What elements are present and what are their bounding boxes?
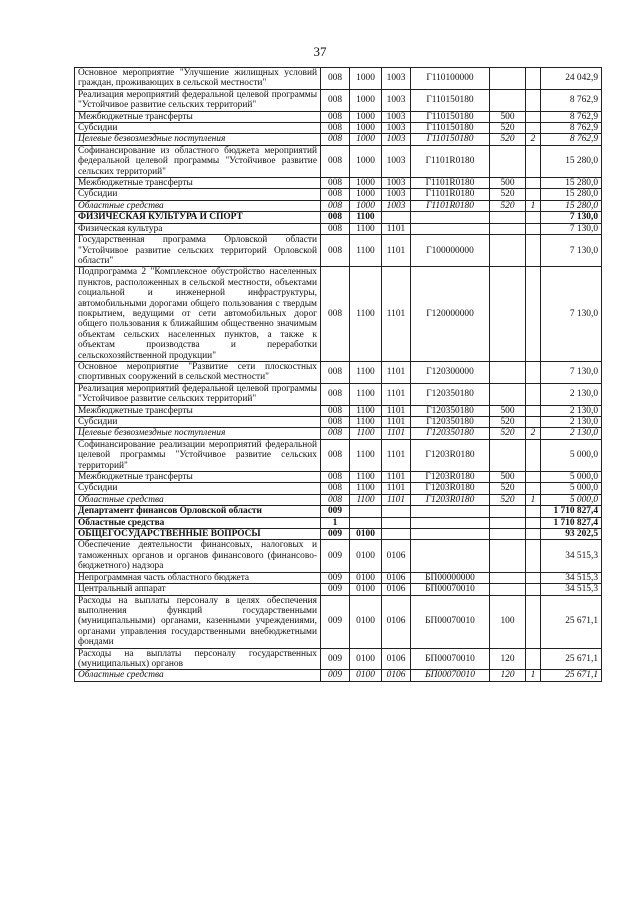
- row-name: Софинансирование из областного бюджета мероприятий федеральной целевой программы "Устойчивое развитие сельских территорий": [75, 145, 321, 177]
- expense-type-code: [490, 361, 526, 383]
- table-row: [75, 417, 602, 428]
- row-name: Областные средства: [75, 517, 321, 528]
- section-code: 1100: [350, 417, 382, 428]
- subsection-code: 1101: [382, 361, 411, 383]
- subsection-code: [382, 529, 411, 540]
- grbs-code: 008: [321, 223, 350, 234]
- subsection-code: [382, 506, 411, 517]
- amount-value: 24 042,9: [541, 68, 602, 90]
- table-row: [75, 648, 602, 670]
- grbs-code: 009: [321, 584, 350, 595]
- table-row: [75, 123, 602, 134]
- funding-source-code: [526, 235, 541, 267]
- expense-type-code: [490, 506, 526, 517]
- amount-value: 1 710 827,4: [541, 517, 602, 528]
- section-code: 0100: [350, 540, 382, 572]
- grbs-code: 008: [321, 134, 350, 145]
- funding-source-code: [526, 145, 541, 177]
- page-number: 37: [313, 44, 327, 59]
- amount-value: 34 515,3: [541, 540, 602, 572]
- target-article-code: Г1203R0180: [411, 483, 490, 494]
- grbs-code: 008: [321, 428, 350, 439]
- grbs-code: 008: [321, 417, 350, 428]
- section-code: 1000: [350, 200, 382, 211]
- grbs-code: 008: [321, 383, 350, 405]
- target-article-code: Г110100000: [411, 68, 490, 90]
- expense-type-code: 500: [490, 405, 526, 416]
- row-name: Целевые безвозмездные поступления: [75, 134, 321, 145]
- grbs-code: 008: [321, 361, 350, 383]
- section-code: 0100: [350, 529, 382, 540]
- table-row: [75, 670, 602, 681]
- target-article-code: БП00070010: [411, 584, 490, 595]
- target-article-code: БП00070010: [411, 595, 490, 648]
- amount-value: 15 280,0: [541, 200, 602, 211]
- row-name: Подпрограмма 2 "Комплексное обустройство населенных пунктов, расположенных в сельской местности, объектами социальной и инженерной инфраструктуры, автомобильными дорогами общего пользования с твердым покрытием, ведущими от сети автомобильных дорог общего пользования к ближайшим общественно значимым объектам сельских населенных пунктов, а также к объектам производства и переработки сельскохозяйственной продукции": [75, 267, 321, 362]
- section-code: 1000: [350, 178, 382, 189]
- grbs-code: 008: [321, 494, 350, 505]
- table-row: [75, 383, 602, 405]
- table-row: [75, 223, 602, 234]
- section-code: 1100: [350, 223, 382, 234]
- target-article-code: Г120300000: [411, 361, 490, 383]
- table-row: [75, 212, 602, 223]
- subsection-code: 1003: [382, 134, 411, 145]
- table-row: [75, 595, 602, 648]
- subsection-code: 1101: [382, 417, 411, 428]
- table-row: [75, 145, 602, 177]
- target-article-code: Г1101R0180: [411, 200, 490, 211]
- budget-table: [74, 67, 602, 682]
- target-article-code: Г120350180: [411, 428, 490, 439]
- amount-value: 7 130,0: [541, 235, 602, 267]
- section-code: 1100: [350, 267, 382, 362]
- section-code: [350, 517, 382, 528]
- grbs-code: 008: [321, 235, 350, 267]
- subsection-code: 1003: [382, 189, 411, 200]
- funding-source-code: 2: [526, 428, 541, 439]
- grbs-code: 008: [321, 68, 350, 90]
- target-article-code: Г1101R0180: [411, 189, 490, 200]
- target-article-code: Г1203R0180: [411, 494, 490, 505]
- target-article-code: Г120000000: [411, 267, 490, 362]
- subsection-code: 0106: [382, 595, 411, 648]
- amount-value: 2 130,0: [541, 417, 602, 428]
- funding-source-code: [526, 529, 541, 540]
- grbs-code: 009: [321, 595, 350, 648]
- row-name: ФИЗИЧЕСКАЯ КУЛЬТУРА И СПОРТ: [75, 212, 321, 223]
- section-code: 0100: [350, 670, 382, 681]
- row-name: Субсидии: [75, 483, 321, 494]
- amount-value: 15 280,0: [541, 189, 602, 200]
- target-article-code: Г100000000: [411, 235, 490, 267]
- subsection-code: [382, 212, 411, 223]
- section-code: 1000: [350, 145, 382, 177]
- table-row: [75, 89, 602, 111]
- expense-type-code: 120: [490, 670, 526, 681]
- row-name: Непрограммная часть областного бюджета: [75, 572, 321, 583]
- target-article-code: Г1101R0180: [411, 178, 490, 189]
- expense-type-code: [490, 235, 526, 267]
- table-row: [75, 111, 602, 122]
- amount-value: 7 130,0: [541, 212, 602, 223]
- subsection-code: [382, 517, 411, 528]
- grbs-code: 008: [321, 178, 350, 189]
- row-name: Основное мероприятие "Улучшение жилищных условий граждан, проживающих в сельской местности": [75, 68, 321, 90]
- amount-value: 7 130,0: [541, 361, 602, 383]
- target-article-code: Г1101R0180: [411, 145, 490, 177]
- section-code: 1000: [350, 123, 382, 134]
- subsection-code: 1003: [382, 145, 411, 177]
- target-article-code: Г110150180: [411, 134, 490, 145]
- target-article-code: [411, 517, 490, 528]
- expense-type-code: 500: [490, 178, 526, 189]
- section-code: 0100: [350, 572, 382, 583]
- section-code: 0100: [350, 595, 382, 648]
- row-name: Областные средства: [75, 200, 321, 211]
- expense-type-code: 500: [490, 111, 526, 122]
- row-name: Межбюджетные трансферты: [75, 405, 321, 416]
- expense-type-code: [490, 267, 526, 362]
- subsection-code: 1101: [382, 235, 411, 267]
- expense-type-code: 520: [490, 200, 526, 211]
- expense-type-code: 520: [490, 483, 526, 494]
- table-row: [75, 572, 602, 583]
- row-name: Областные средства: [75, 670, 321, 681]
- section-code: 1100: [350, 494, 382, 505]
- target-article-code: Г120350180: [411, 417, 490, 428]
- row-name: Межбюджетные трансферты: [75, 472, 321, 483]
- expense-type-code: [490, 89, 526, 111]
- funding-source-code: [526, 572, 541, 583]
- row-name: Софинансирование реализации мероприятий федеральной целевой программы "Устойчивое развитие сельских территорий": [75, 439, 321, 471]
- target-article-code: Г1203R0180: [411, 439, 490, 471]
- funding-source-code: [526, 68, 541, 90]
- funding-source-code: [526, 212, 541, 223]
- row-name: Реализация мероприятий федеральной целевой программы "Устойчивое развитие сельских территорий": [75, 383, 321, 405]
- amount-value: 8 762,9: [541, 89, 602, 111]
- table-row: [75, 529, 602, 540]
- target-article-code: Г120350180: [411, 383, 490, 405]
- amount-value: 2 130,0: [541, 428, 602, 439]
- subsection-code: 0106: [382, 670, 411, 681]
- amount-value: 15 280,0: [541, 178, 602, 189]
- table-row: [75, 428, 602, 439]
- row-name: Расходы на выплаты персоналу в целях обеспечения выполнения функций государственными (муниципальными) органами, казенными учреждениями, органами управления государственными внебюджетными фондами: [75, 595, 321, 648]
- table-row: [75, 584, 602, 595]
- subsection-code: 1101: [382, 223, 411, 234]
- target-article-code: БП00000000: [411, 572, 490, 583]
- target-article-code: БП00070010: [411, 648, 490, 670]
- expense-type-code: 520: [490, 417, 526, 428]
- expense-type-code: [490, 540, 526, 572]
- row-name: Центральный аппарат: [75, 584, 321, 595]
- subsection-code: 0106: [382, 540, 411, 572]
- table-row: [75, 439, 602, 471]
- amount-value: 34 515,3: [541, 572, 602, 583]
- expense-type-code: [490, 145, 526, 177]
- amount-value: 15 280,0: [541, 145, 602, 177]
- expense-type-code: [490, 212, 526, 223]
- row-name: Субсидии: [75, 189, 321, 200]
- subsection-code: 0106: [382, 572, 411, 583]
- section-code: 0100: [350, 648, 382, 670]
- target-article-code: Г110150180: [411, 89, 490, 111]
- expense-type-code: [490, 529, 526, 540]
- table-row: [75, 494, 602, 505]
- expense-type-code: 520: [490, 134, 526, 145]
- subsection-code: 1003: [382, 123, 411, 134]
- grbs-code: 008: [321, 212, 350, 223]
- row-name: Целевые безвозмездные поступления: [75, 428, 321, 439]
- amount-value: 7 130,0: [541, 267, 602, 362]
- grbs-code: 009: [321, 670, 350, 681]
- funding-source-code: [526, 111, 541, 122]
- subsection-code: 1101: [382, 494, 411, 505]
- funding-source-code: 1: [526, 200, 541, 211]
- grbs-code: 008: [321, 405, 350, 416]
- amount-value: 8 762,9: [541, 134, 602, 145]
- grbs-code: 008: [321, 483, 350, 494]
- funding-source-code: [526, 89, 541, 111]
- budget-table-body: [75, 68, 602, 682]
- table-row: [75, 178, 602, 189]
- section-code: 1000: [350, 89, 382, 111]
- amount-value: 8 762,9: [541, 123, 602, 134]
- subsection-code: 1101: [382, 428, 411, 439]
- grbs-code: 008: [321, 439, 350, 471]
- table-row: [75, 506, 602, 517]
- grbs-code: 009: [321, 648, 350, 670]
- row-name: Обеспечение деятельности финансовых, налоговых и таможенных органов и органов финансового (финансово-бюджетного) надзора: [75, 540, 321, 572]
- funding-source-code: [526, 383, 541, 405]
- row-name: Реализация мероприятий федеральной целевой программы "Устойчивое развитие сельских территорий": [75, 89, 321, 111]
- target-article-code: [411, 529, 490, 540]
- amount-value: 34 515,3: [541, 584, 602, 595]
- expense-type-code: [490, 517, 526, 528]
- amount-value: 2 130,0: [541, 383, 602, 405]
- table-row: [75, 189, 602, 200]
- grbs-code: 008: [321, 189, 350, 200]
- subsection-code: 1003: [382, 68, 411, 90]
- target-article-code: [411, 212, 490, 223]
- expense-type-code: [490, 383, 526, 405]
- funding-source-code: 1: [526, 670, 541, 681]
- target-article-code: БП00070010: [411, 670, 490, 681]
- section-code: 1100: [350, 405, 382, 416]
- table-row: [75, 361, 602, 383]
- funding-source-code: [526, 483, 541, 494]
- funding-source-code: [526, 584, 541, 595]
- expense-type-code: 520: [490, 494, 526, 505]
- section-code: 1000: [350, 189, 382, 200]
- funding-source-code: [526, 189, 541, 200]
- subsection-code: 1003: [382, 200, 411, 211]
- table-row: [75, 267, 602, 362]
- table-row: [75, 134, 602, 145]
- section-code: 1100: [350, 483, 382, 494]
- table-row: [75, 200, 602, 211]
- grbs-code: 008: [321, 200, 350, 211]
- expense-type-code: [490, 68, 526, 90]
- table-row: [75, 235, 602, 267]
- grbs-code: 1: [321, 517, 350, 528]
- amount-value: 25 671,1: [541, 670, 602, 681]
- subsection-code: 1101: [382, 439, 411, 471]
- target-article-code: [411, 506, 490, 517]
- funding-source-code: 1: [526, 494, 541, 505]
- section-code: 1100: [350, 428, 382, 439]
- funding-source-code: [526, 472, 541, 483]
- section-code: 0100: [350, 584, 382, 595]
- grbs-code: 008: [321, 472, 350, 483]
- subsection-code: 1003: [382, 178, 411, 189]
- section-code: 1100: [350, 235, 382, 267]
- subsection-code: 0106: [382, 648, 411, 670]
- target-article-code: [411, 223, 490, 234]
- section-code: 1000: [350, 134, 382, 145]
- expense-type-code: 520: [490, 428, 526, 439]
- table-row: [75, 540, 602, 572]
- target-article-code: Г110150180: [411, 123, 490, 134]
- subsection-code: 1101: [382, 483, 411, 494]
- funding-source-code: [526, 267, 541, 362]
- funding-source-code: [526, 417, 541, 428]
- funding-source-code: [526, 123, 541, 134]
- row-name: Областные средства: [75, 494, 321, 505]
- expense-type-code: 500: [490, 472, 526, 483]
- funding-source-code: [526, 223, 541, 234]
- section-code: 1100: [350, 439, 382, 471]
- grbs-code: 008: [321, 111, 350, 122]
- section-code: 1100: [350, 383, 382, 405]
- amount-value: 93 202,5: [541, 529, 602, 540]
- grbs-code: 008: [321, 123, 350, 134]
- funding-source-code: [526, 439, 541, 471]
- subsection-code: 0106: [382, 584, 411, 595]
- section-code: 1100: [350, 472, 382, 483]
- row-name: Межбюджетные трансферты: [75, 178, 321, 189]
- grbs-code: 008: [321, 267, 350, 362]
- grbs-code: 009: [321, 540, 350, 572]
- amount-value: 5 000,0: [541, 472, 602, 483]
- expense-type-code: [490, 584, 526, 595]
- funding-source-code: 2: [526, 134, 541, 145]
- table-row: [75, 68, 602, 90]
- section-code: 1000: [350, 111, 382, 122]
- expense-type-code: 100: [490, 595, 526, 648]
- row-name: Департамент финансов Орловской области: [75, 506, 321, 517]
- amount-value: 8 762,9: [541, 111, 602, 122]
- target-article-code: [411, 540, 490, 572]
- expense-type-code: 520: [490, 189, 526, 200]
- funding-source-code: [526, 178, 541, 189]
- section-code: [350, 506, 382, 517]
- row-name: Государственная программа Орловской области "Устойчивое развитие сельских территорий Орловской области": [75, 235, 321, 267]
- subsection-code: 1003: [382, 111, 411, 122]
- amount-value: 25 671,1: [541, 648, 602, 670]
- funding-source-code: [526, 595, 541, 648]
- row-name: Физическая культура: [75, 223, 321, 234]
- row-name: Межбюджетные трансферты: [75, 111, 321, 122]
- funding-source-code: [526, 405, 541, 416]
- expense-type-code: 520: [490, 123, 526, 134]
- subsection-code: 1003: [382, 89, 411, 111]
- expense-type-code: 120: [490, 648, 526, 670]
- section-code: 1100: [350, 361, 382, 383]
- table-row: [75, 405, 602, 416]
- funding-source-code: [526, 540, 541, 572]
- expense-type-code: [490, 572, 526, 583]
- table-row: [75, 472, 602, 483]
- subsection-code: 1101: [382, 405, 411, 416]
- grbs-code: 009: [321, 506, 350, 517]
- target-article-code: Г1203R0180: [411, 472, 490, 483]
- subsection-code: 1101: [382, 383, 411, 405]
- row-name: Основное мероприятие "Развитие сети плоскостных спортивных сооружений в сельской местности": [75, 361, 321, 383]
- table-row: [75, 517, 602, 528]
- row-name: Субсидии: [75, 417, 321, 428]
- row-name: ОБЩЕГОСУДАРСТВЕННЫЕ ВОПРОСЫ: [75, 529, 321, 540]
- grbs-code: 008: [321, 145, 350, 177]
- section-code: 1000: [350, 68, 382, 90]
- subsection-code: 1101: [382, 267, 411, 362]
- row-name: Субсидии: [75, 123, 321, 134]
- target-article-code: Г120350180: [411, 405, 490, 416]
- funding-source-code: [526, 648, 541, 670]
- section-code: 1100: [350, 212, 382, 223]
- amount-value: 5 000,0: [541, 483, 602, 494]
- grbs-code: 009: [321, 529, 350, 540]
- subsection-code: 1101: [382, 472, 411, 483]
- amount-value: 5 000,0: [541, 439, 602, 471]
- amount-value: 1 710 827,4: [541, 506, 602, 517]
- grbs-code: 008: [321, 89, 350, 111]
- expense-type-code: [490, 439, 526, 471]
- funding-source-code: [526, 517, 541, 528]
- amount-value: 2 130,0: [541, 405, 602, 416]
- amount-value: 7 130,0: [541, 223, 602, 234]
- amount-value: 25 671,1: [541, 595, 602, 648]
- amount-value: 5 000,0: [541, 494, 602, 505]
- expense-type-code: [490, 223, 526, 234]
- grbs-code: 009: [321, 572, 350, 583]
- target-article-code: Г110150180: [411, 111, 490, 122]
- table-row: [75, 483, 602, 494]
- row-name: Расходы на выплаты персоналу государственных (муниципальных) органов: [75, 648, 321, 670]
- funding-source-code: [526, 361, 541, 383]
- funding-source-code: [526, 506, 541, 517]
